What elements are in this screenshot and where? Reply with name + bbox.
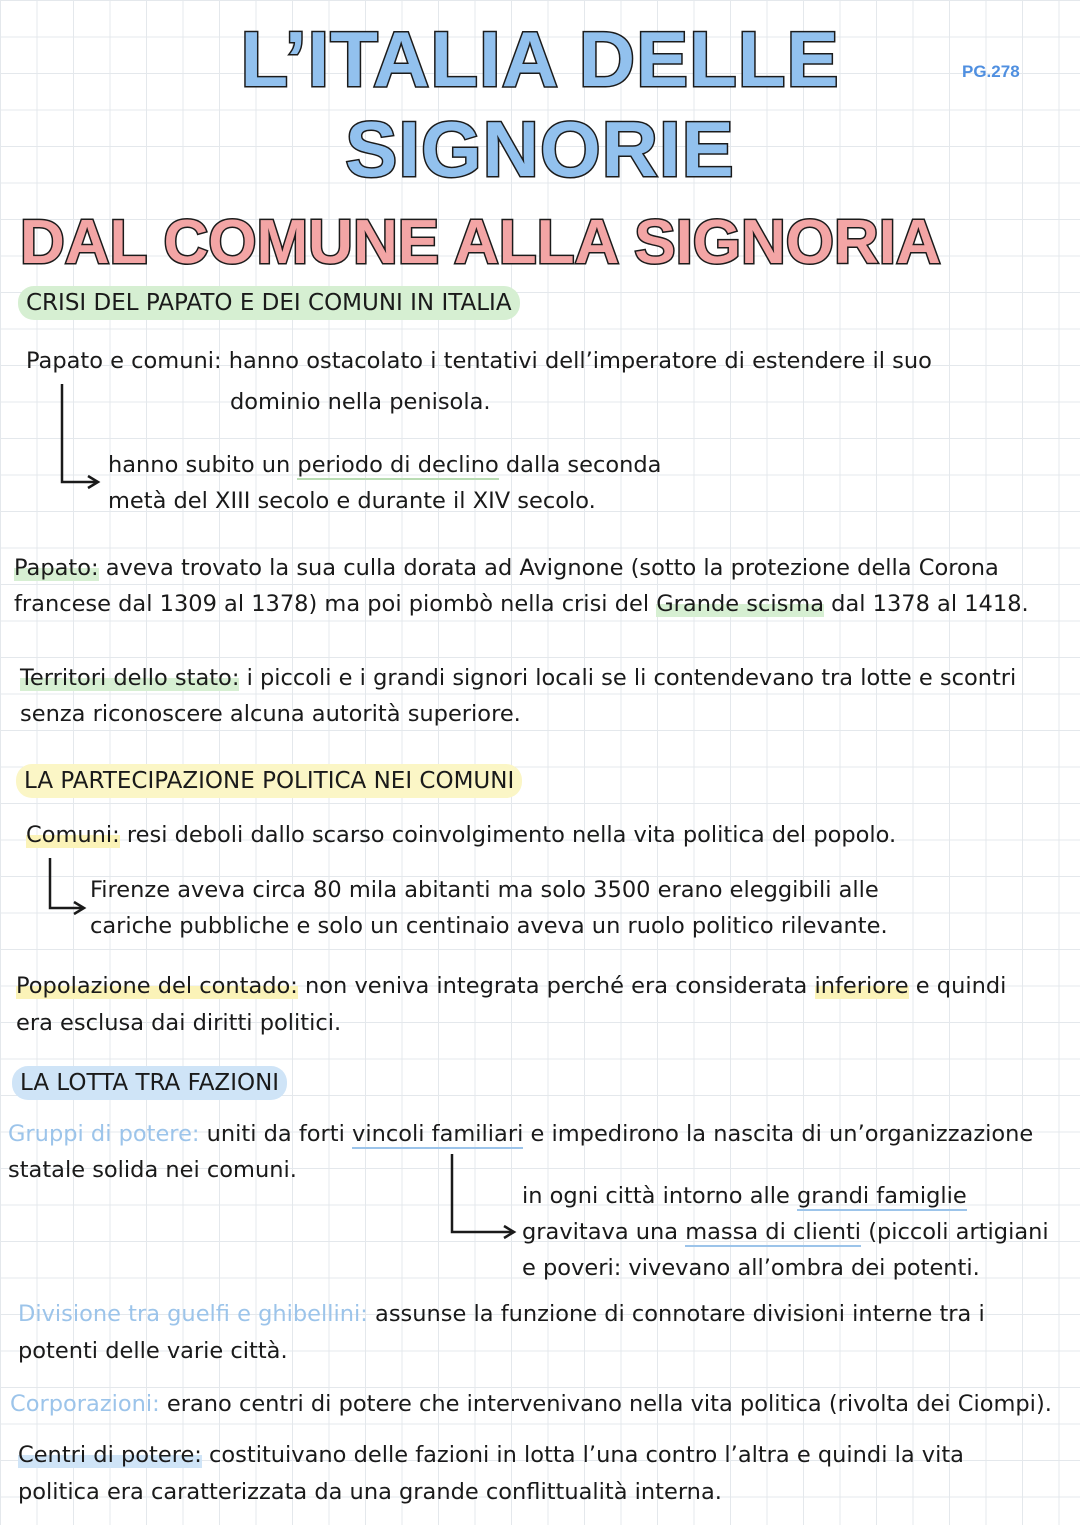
heading-crisi-papato: CRISI DEL PAPATO E DEI COMUNI IN ITALIA — [18, 286, 520, 320]
section-title: DAL COMUNE ALLA SIGNORIA — [20, 208, 941, 277]
note-text: dal 1378 al 1418. — [824, 591, 1029, 617]
underline-massa-clienti: massa di clienti — [685, 1219, 862, 1245]
note-text: era caratterizzata da una grande conflittualità interna. — [99, 1479, 722, 1505]
note-papato-comuni-line-2: dominio nella penisola. — [230, 389, 491, 415]
term-guelfi-ghibellini: Divisione tra guelfi e ghibellini: — [18, 1301, 368, 1327]
page-title-line-2: SIGNORIE — [345, 105, 735, 193]
page-title-line-1: L’ITALIA DELLE — [240, 15, 840, 103]
note-centri-line-2 — [18, 1474, 722, 1511]
arrow-icon — [58, 382, 102, 490]
arrow-icon — [46, 856, 90, 918]
heading-lotta-fazioni: LA LOTTA TRA FAZIONI — [12, 1066, 287, 1100]
note-text: assunse la funzione di connotare divisioni interne tra i — [367, 1301, 985, 1327]
arrow-icon — [448, 1152, 520, 1242]
note-text: francese dal 1309 al 1378) ma poi piombò nella crisi del — [14, 591, 657, 617]
term-territori: Territori dello stato: — [20, 665, 240, 691]
note-gruppi-line-1 — [8, 1116, 1033, 1153]
note-text: gravitava una — [522, 1219, 686, 1245]
note-corporazioni — [10, 1386, 1052, 1423]
term-papato-comuni: Papato e comuni: — [26, 348, 222, 374]
note-famiglie-line-2 — [522, 1214, 1049, 1251]
note-text: aveva trovato la sua culla dorata ad Avignone (sotto la protezione della Corona — [98, 555, 999, 581]
underline-vincoli: vincoli familiari — [352, 1121, 524, 1147]
note-text: uniti da forti — [199, 1121, 353, 1147]
highlight-inferiore: inferiore — [814, 973, 909, 999]
note-text: e quindi — [908, 973, 1007, 999]
term-centri-potere: Centri di potere: — [18, 1442, 202, 1468]
note-guelfi-line-1 — [18, 1296, 985, 1333]
note-text: e impedirono la nascita di un’organizzazione — [523, 1121, 1034, 1147]
note-text: dalla seconda — [498, 452, 662, 478]
term-comuni: Comuni: — [26, 822, 120, 848]
note-text: politica — [18, 1479, 100, 1505]
note-declino-line-1 — [108, 447, 661, 484]
note-papato-line-2 — [14, 586, 1029, 623]
heading-partecipazione: LA PARTECIPAZIONE POLITICA NEI COMUNI — [16, 764, 522, 798]
note-firenze-line-2: cariche pubbliche e solo un centinaio aveva un ruolo politico rilevante. — [90, 913, 888, 939]
note-contado-line-2: era esclusa dai diritti politici. — [16, 1010, 342, 1036]
term-papato: Papato: — [14, 555, 99, 581]
note-text: costituivano delle fazioni in lotta l’una contro l’altra e quindi la vita — [201, 1442, 964, 1468]
note-text: i piccoli e i grandi signori locali se li contendevano tra lotte e scontri — [239, 665, 1017, 691]
note-guelfi-line-2: potenti delle varie città. — [18, 1338, 288, 1364]
highlight-grande-scisma: Grande scisma — [656, 591, 825, 617]
term-corporazioni: Corporazioni: — [10, 1391, 160, 1417]
note-famiglie-line-3: e poveri: vivevano all’ombra dei potenti. — [522, 1255, 980, 1281]
term-gruppi-potere: Gruppi di potere: — [8, 1121, 200, 1147]
note-papato-line-1 — [14, 550, 999, 587]
note-contado-line-1 — [16, 968, 1006, 1005]
note-declino-line-2: metà del XIII secolo e durante il XIV secolo. — [108, 488, 596, 514]
note-comuni-line-1 — [26, 817, 896, 854]
note-text: (piccoli artigiani — [861, 1219, 1049, 1245]
underline-grandi-famiglie: grandi famiglie — [797, 1183, 967, 1209]
note-territori-line-2: senza riconoscere alcuna autorità superiore. — [20, 701, 521, 727]
underline-declino: periodo di declino — [297, 452, 499, 478]
note-text: hanno subito un — [108, 452, 298, 478]
note-firenze-line-1: Firenze aveva circa 80 mila abitanti ma solo 3500 erano eleggibili alle — [90, 877, 879, 903]
note-text: hanno ostacolato i tentativi dell’imperatore di estendere il suo — [221, 348, 932, 374]
note-text: erano centri di potere che intervenivano nella vita politica (rivolta dei Ciompi). — [159, 1391, 1052, 1417]
note-text: non veniva integrata perché era considerata — [297, 973, 815, 999]
note-text: resi deboli dallo scarso coinvolgimento nella vita politica del popolo. — [119, 822, 897, 848]
term-contado: Popolazione del contado: — [16, 973, 298, 999]
page-reference: PG.278 — [962, 62, 1020, 81]
note-centri-line-1 — [18, 1437, 964, 1474]
note-text: in ogni città intorno alle — [522, 1183, 797, 1209]
note-papato-comuni-line-1 — [26, 343, 932, 380]
note-territori-line-1 — [20, 660, 1016, 697]
note-gruppi-line-2: statale solida nei comuni. — [8, 1157, 297, 1183]
note-famiglie-line-1 — [522, 1178, 967, 1215]
